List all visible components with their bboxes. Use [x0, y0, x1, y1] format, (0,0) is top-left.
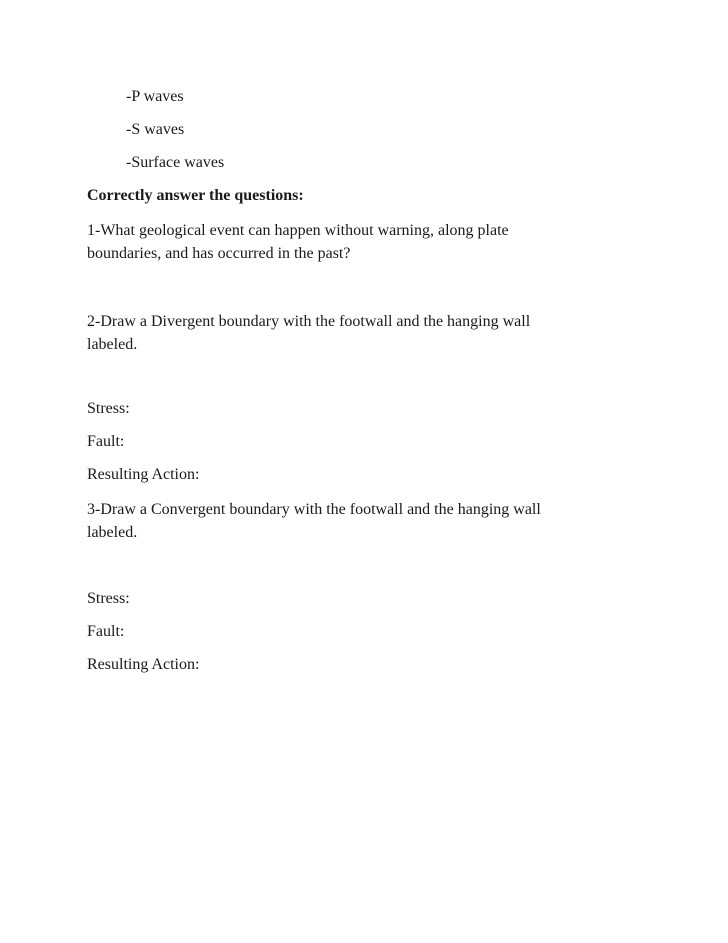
question-3-line-1: 3-Draw a Convergent boundary with the footwall and the hanging wall: [87, 501, 541, 518]
question-3-fault-label: Fault:: [87, 623, 125, 640]
question-1-line-2: boundaries, and has occurred in the past?: [87, 245, 351, 262]
question-3-stress-label: Stress:: [87, 590, 130, 607]
question-3-action-label: Resulting Action:: [87, 656, 200, 673]
question-2-line-1: 2-Draw a Divergent boundary with the footwall and the hanging wall: [87, 313, 531, 330]
question-2-line-2: labeled.: [87, 336, 138, 353]
question-2-stress-label: Stress:: [87, 400, 130, 417]
wave-item-s: -S waves: [126, 121, 185, 138]
wave-item-p: -P waves: [126, 88, 184, 105]
section-heading: Correctly answer the questions:: [87, 187, 304, 204]
question-3-line-2: labeled.: [87, 524, 138, 541]
question-2-fault-label: Fault:: [87, 433, 125, 450]
question-1-line-1: 1-What geological event can happen without warning, along plate: [87, 222, 509, 239]
question-2-action-label: Resulting Action:: [87, 466, 200, 483]
wave-item-surface: -Surface waves: [126, 154, 225, 171]
